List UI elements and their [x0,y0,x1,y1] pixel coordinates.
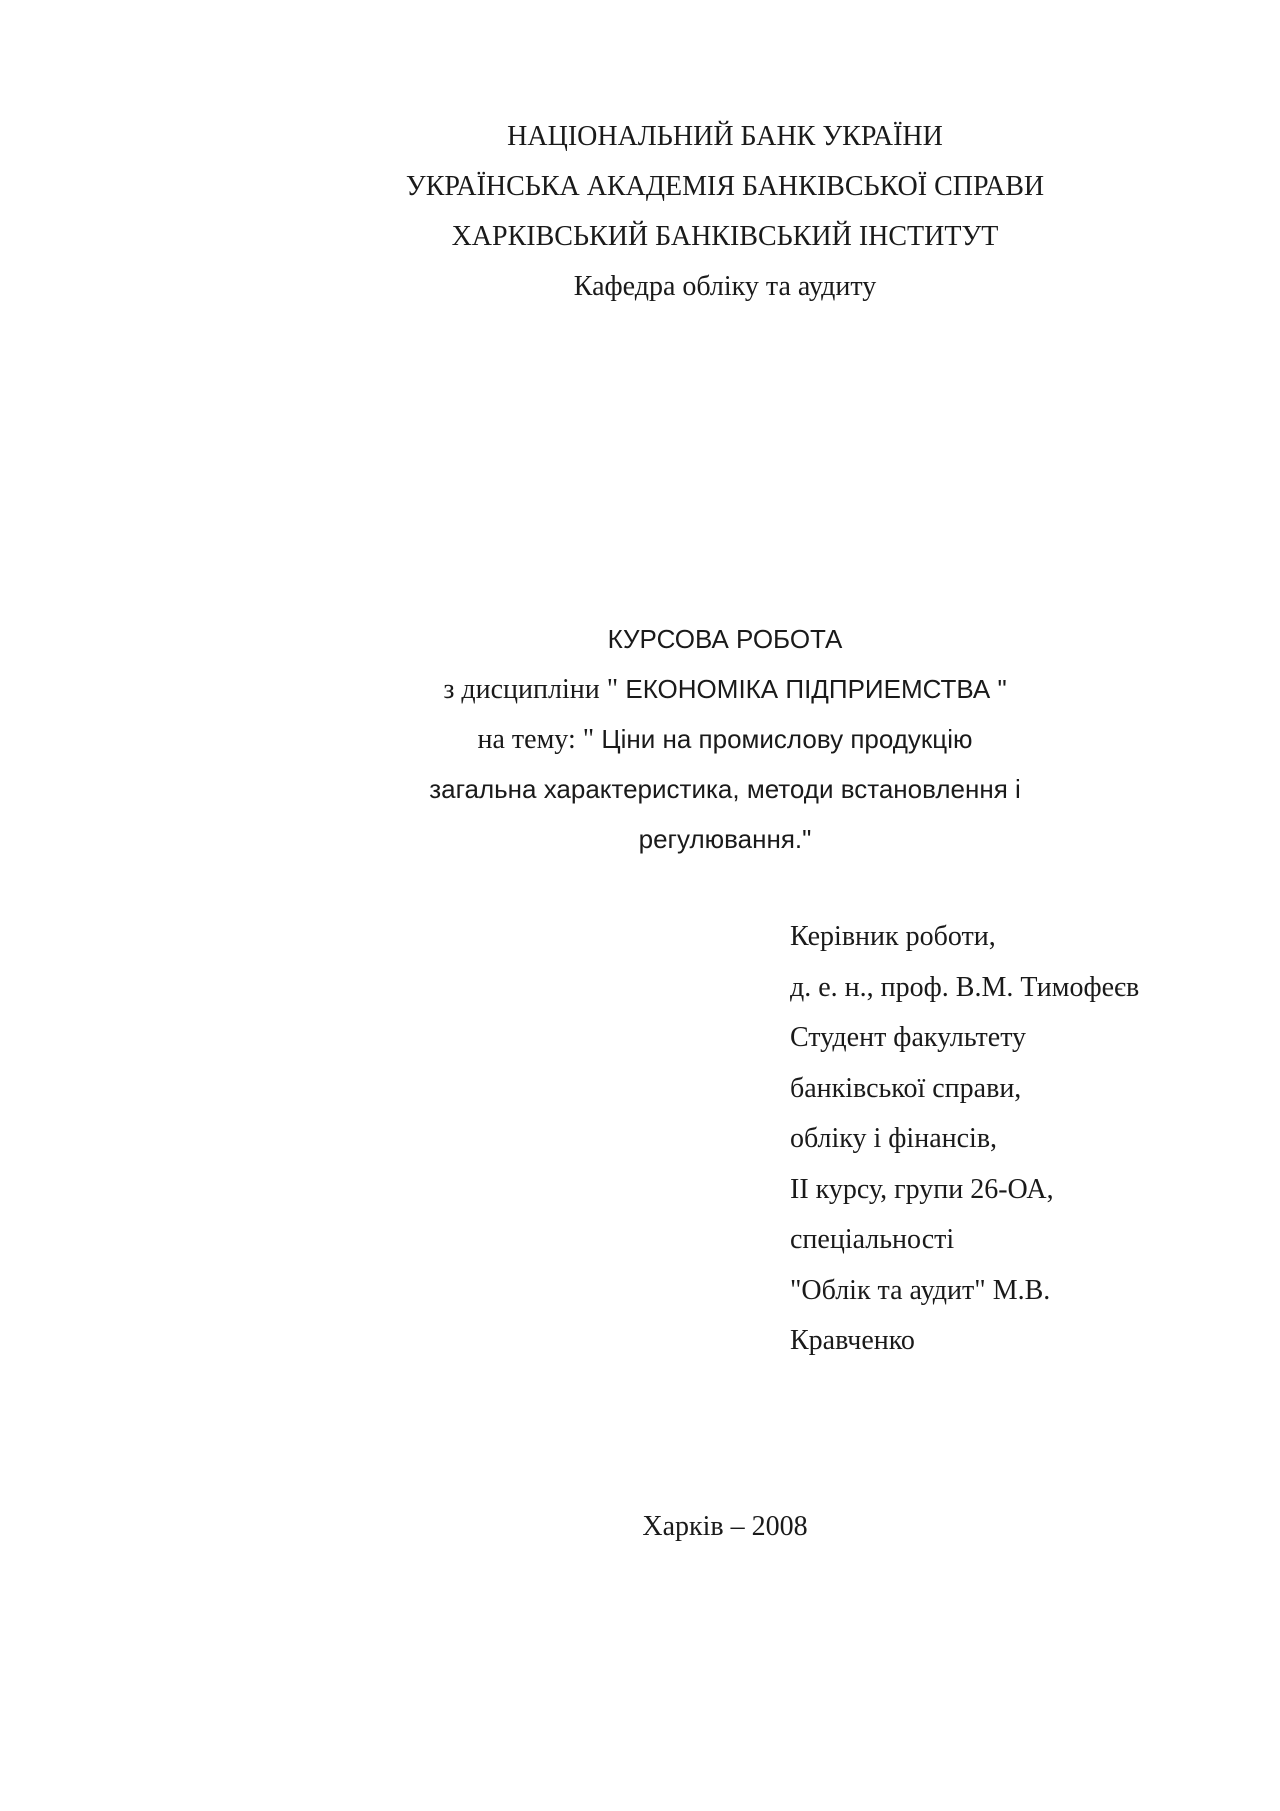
student-line-3: обліку і фінансів, [790,1123,998,1154]
student-line-5: спеціальності [790,1224,955,1255]
topic-line-1 [300,714,1150,764]
institution-header [300,112,1150,312]
discipline-prefix: з дисципліни " [443,674,619,705]
city-year: Харків – 2008 [642,1511,808,1542]
topic-prefix: на тему: " [477,724,595,755]
topic-text-1: Ціни на промислову продукцію [594,724,973,754]
department-line: Кафедра обліку та аудиту [573,271,877,302]
topic-line-2: загальна характеристика, методи встановлення і [429,774,1021,804]
topic-line-3: регулювання." [638,824,812,854]
student-line-7: Кравченко [790,1325,915,1356]
author-info [790,912,1230,1367]
student-line-4: ІІ курсу, групи 26-ОА, [790,1173,1054,1205]
student-line-6: "Облік та аудит" М.В. [790,1274,1051,1306]
student-line-1: Студент факультету [790,1022,1027,1053]
header-line-2: УКРАЇНСЬКА АКАДЕМІЯ БАНКІВСЬКОЇ СПРАВИ [405,171,1045,202]
header-line-3: ХАРКІВСЬКИЙ БАНКІВСЬКИЙ ІНСТИТУТ [451,221,999,252]
supervisor-name: д. е. н., проф. В.М. Тимофеєв [790,971,1140,1003]
discipline-name: ЕКОНОМІКА ПІДПРИЕМСТВА " [618,674,1007,704]
discipline-line [300,664,1150,714]
title-block [300,614,1150,864]
supervisor-label: Керівник роботи, [790,921,996,952]
work-type: КУРСОВА РОБОТА [607,624,843,654]
header-line-1: НАЦІОНАЛЬНИЙ БАНК УКРАЇНИ [507,121,943,152]
student-line-2: банківської справи, [790,1072,1022,1104]
